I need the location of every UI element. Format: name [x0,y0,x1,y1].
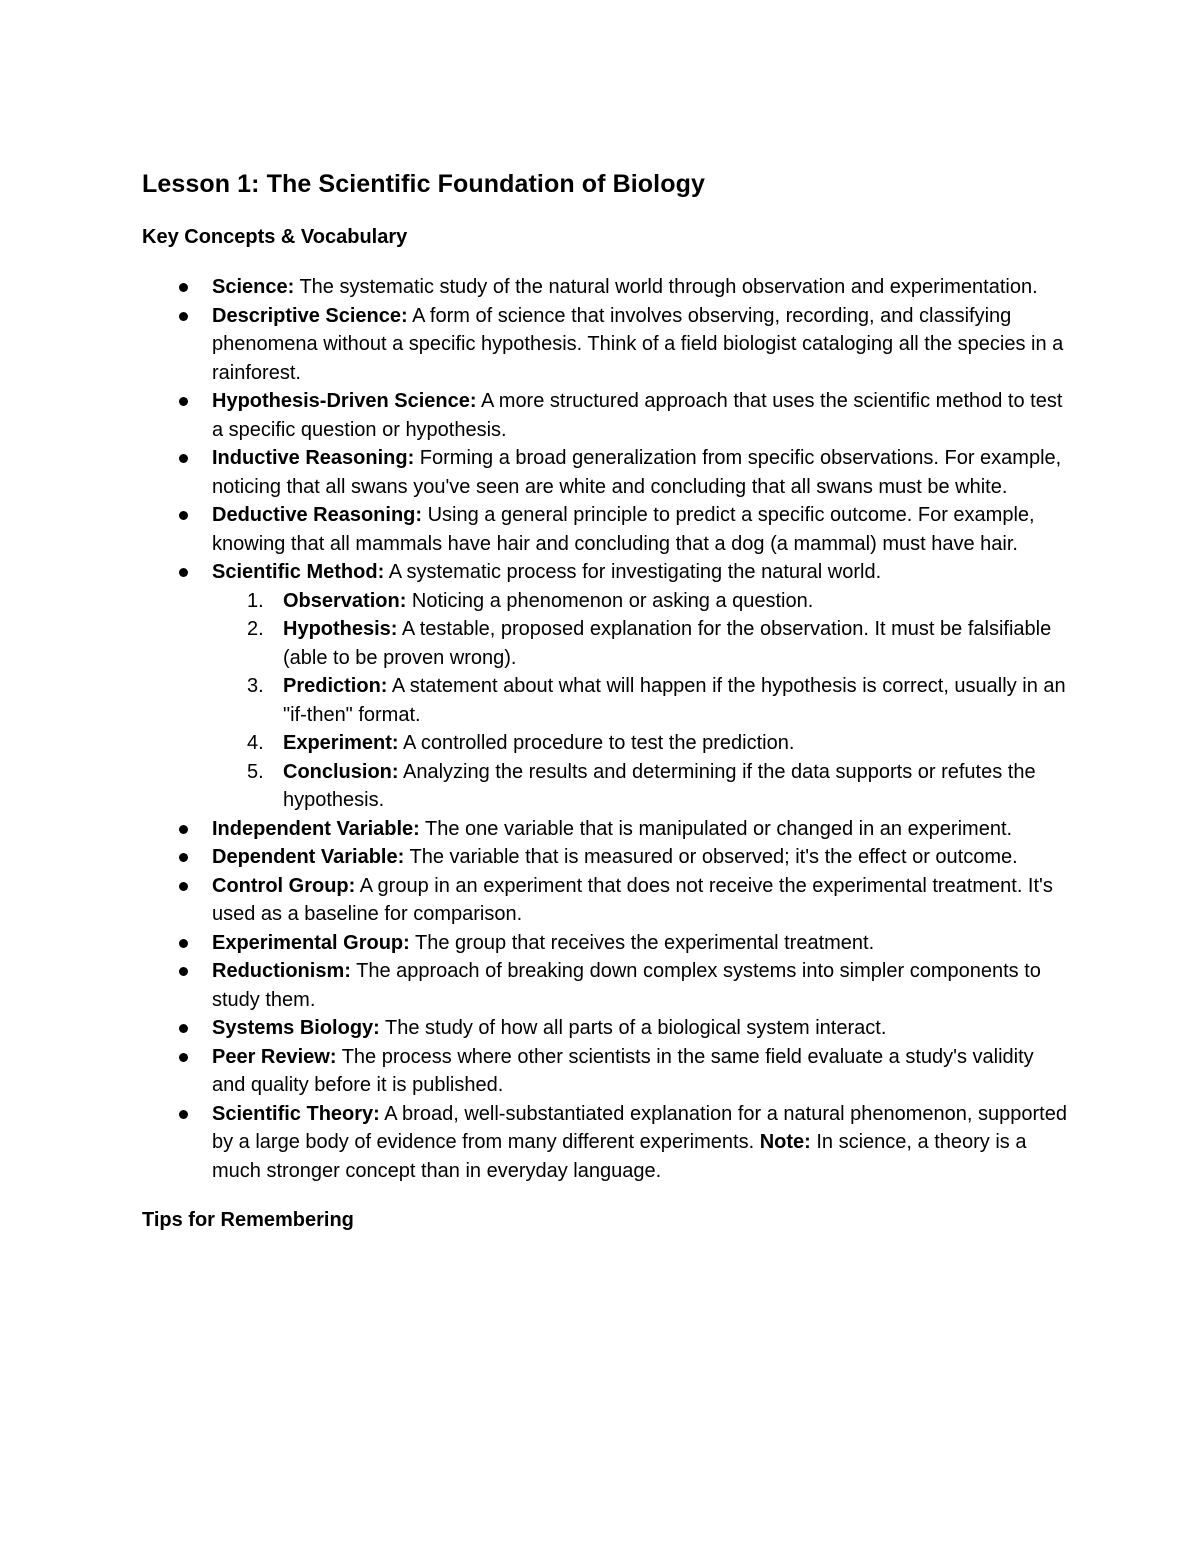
term-label: Systems Biology: [212,1017,380,1039]
term-definition: A systematic process for investigating the natural world. [384,561,882,583]
bullet-icon [179,882,188,891]
term-definition: The variable that is measured or observed; it's the effect or outcome. [404,846,1018,868]
list-item [142,1014,1072,1043]
term-label: Reductionism: [212,960,351,982]
term-label: Scientific Method: [212,561,385,583]
note-text: In science, a theory is a much stronger concept than in everyday language. [212,1131,1027,1182]
bullet-icon [179,1053,188,1062]
section-heading-key-concepts: Key Concepts & Vocabulary [142,226,408,248]
list-item [142,815,1072,844]
bullet-icon [179,312,188,321]
bullet-icon [179,283,188,292]
bullet-icon [179,1024,188,1033]
vocabulary-list [142,273,1072,1185]
step-number: 4. [247,732,264,754]
list-item [142,387,1072,444]
term-label: Scientific Theory: [212,1102,380,1125]
term-label: Independent Variable: [212,817,420,840]
step-definition: A statement about what will happen if the hypothesis is correct, usually in an "if-then" format. [283,675,1066,726]
bullet-icon [179,825,188,834]
list-item [142,273,1072,302]
step-item [142,672,1072,729]
term-definition: The one variable that is manipulated or changed in an experiment. [419,817,1013,840]
list-item [142,302,1072,388]
list-item [142,929,1072,958]
step-number: 2. [247,618,264,640]
term-definition: The approach of breaking down complex systems into simpler components to study them. [212,960,1041,1011]
section-heading-tips: Tips for Remembering [142,1209,354,1231]
term-label: Peer Review: [212,1045,337,1068]
list-item [142,1043,1072,1100]
term-label: Descriptive Science: [212,304,408,327]
note-label: Note: [759,1131,811,1153]
list-item [142,872,1072,929]
bullet-icon [179,454,188,463]
term-label: Deductive Reasoning: [212,504,423,526]
term-label: Science: [212,276,295,298]
list-item [142,843,1072,872]
step-number: 5. [247,760,264,783]
document-page [142,168,1072,1233]
step-label: Hypothesis: [283,618,398,640]
step-item [142,615,1072,672]
step-definition: A controlled procedure to test the prediction. [398,732,795,754]
step-label: Prediction: [283,675,388,697]
term-definition: The process where other scientists in the same field evaluate a study's validity and quality before it is published. [212,1045,1034,1096]
bullet-icon [179,967,188,976]
term-definition: The study of how all parts of a biological system interact. [379,1017,887,1039]
list-item [142,1100,1072,1186]
term-definition: A group in an experiment that does not receive the experimental treatment. It's used as a baseline for comparison. [212,874,1053,925]
list-item [142,501,1072,558]
term-label: Dependent Variable: [212,846,405,868]
term-definition: A more structured approach that uses the scientific method to test a specific question or hypothesis. [212,390,1063,441]
step-definition: A testable, proposed explanation for the observation. It must be falsifiable (able to be proven wrong). [283,618,1052,669]
term-definition: Forming a broad generalization from specific observations. For example, noticing that all swans you've seen are white and concluding that all swans must be white. [212,447,1062,498]
term-label: Control Group: [212,874,356,897]
step-item [142,758,1072,815]
step-definition: Noticing a phenomenon or asking a question. [406,589,814,612]
bullet-icon [179,568,188,577]
list-item [142,957,1072,1014]
term-definition: A broad, well-substantiated explanation for a natural phenomenon, supported by a large body of evidence from many different experiments. [212,1102,1067,1153]
step-item [142,587,1072,616]
term-label: Inductive Reasoning: [212,447,415,469]
term-definition: The systematic study of the natural world through observation and experimentation. [294,276,1038,298]
term-definition: Using a general principle to predict a specific outcome. For example, knowing that all mammals have hair and concluding that a dog (a mammal) must have hair. [212,504,1035,555]
lesson-title: Lesson 1: The Scientific Foundation of Biology [142,170,705,198]
step-label: Conclusion: [283,760,399,783]
bullet-icon [179,397,188,406]
step-definition: Analyzing the results and determining if the data supports or refutes the hypothesis. [283,760,1036,811]
step-number: 1. [247,589,264,612]
step-label: Experiment: [283,732,399,754]
bullet-icon [179,511,188,520]
term-label: Experimental Group: [212,931,410,954]
bullet-icon [179,939,188,948]
step-number: 3. [247,675,264,697]
bullet-icon [179,853,188,862]
term-definition: A form of science that involves observing, recording, and classifying phenomena without a specific hypothesis. Think of a field biologist cataloging all the species in a rainforest. [212,304,1064,384]
step-label: Observation: [283,589,407,612]
term-definition: The group that receives the experimental treatment. [409,931,875,954]
scientific-method-steps [212,587,1072,815]
term-label: Hypothesis-Driven Science: [212,390,477,412]
step-item [142,729,1072,758]
list-item [142,444,1072,501]
bullet-icon [179,1110,188,1119]
list-item-scientific-method [142,558,1072,815]
